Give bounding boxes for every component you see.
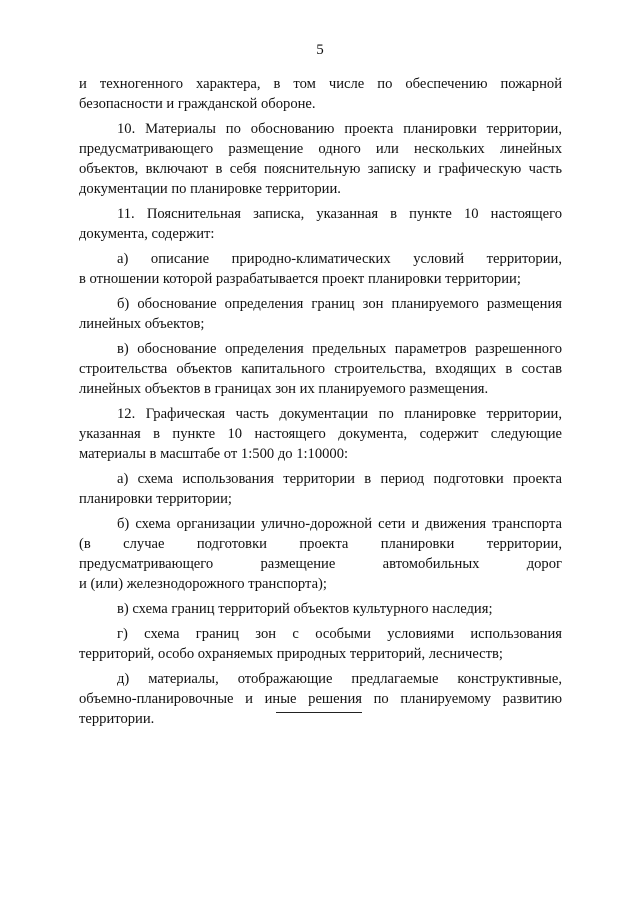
- text-line: б) схема организации улично-дорожной сети и движения транспорта: [117, 516, 562, 532]
- text-line: 11. Пояснительная записка, указанная в пункте 10 настоящего: [117, 206, 562, 222]
- text-line: планировки территории;: [79, 491, 232, 507]
- text-line: (в случае подготовки проекта планировки территории,: [79, 536, 562, 552]
- text-line: а) схема использования территории в период подготовки проекта: [117, 471, 562, 487]
- text-line: 10. Материалы по обоснованию проекта планировки территории,: [117, 121, 562, 137]
- text-line: в) схема границ территорий объектов культурного наследия;: [117, 601, 493, 617]
- text-line: 12. Графическая часть документации по планировке территории,: [117, 406, 562, 422]
- text-line: а) описание природно-климатических условий территории,: [117, 251, 562, 267]
- text-line: материалы в масштабе от 1:500 до 1:10000:: [79, 446, 349, 462]
- end-of-document-rule: [276, 712, 362, 713]
- text-line: документа, содержит:: [79, 226, 215, 242]
- text-line: г) схема границ зон с особыми условиями использования: [117, 626, 562, 642]
- text-line: строительства объектов капитального строительства, входящих в состав: [79, 361, 562, 377]
- text-line: б) обоснование определения границ зон планируемого размещения: [117, 296, 562, 312]
- text-line: объемно-планировочные и иные решения по планируемому развитию: [79, 691, 562, 707]
- text-line: предусматривающего размещение автомобильных дорог: [79, 556, 562, 572]
- page-number: 5: [316, 42, 324, 58]
- text-line: в отношении которой разрабатывается проект планировки территории;: [79, 271, 521, 287]
- text-line: предусматривающего размещение одного или нескольких линейных: [79, 141, 562, 157]
- text-line: объектов, включают в себя пояснительную записку и графическую часть: [79, 161, 562, 177]
- text-line: и (или) железнодорожного транспорта);: [79, 576, 327, 592]
- text-line: линейных объектов в границах зон их планируемого размещения.: [79, 381, 489, 397]
- text-line: линейных объектов;: [79, 316, 205, 332]
- text-line: указанная в пункте 10 настоящего документа, содержит следующие: [79, 426, 562, 442]
- text-line: и техногенного характера, в том числе по обеспечению пожарной: [79, 76, 562, 92]
- text-line: территории.: [79, 711, 155, 727]
- text-line: д) материалы, отображающие предлагаемые конструктивные,: [117, 671, 562, 687]
- text-line: территорий, особо охраняемых природных территорий, лесничеств;: [79, 646, 503, 662]
- text-line: документации по планировке территории.: [79, 181, 341, 197]
- text-line: в) обоснование определения предельных параметров разрешенного: [117, 341, 562, 357]
- text-line: безопасности и гражданской обороне.: [79, 96, 316, 112]
